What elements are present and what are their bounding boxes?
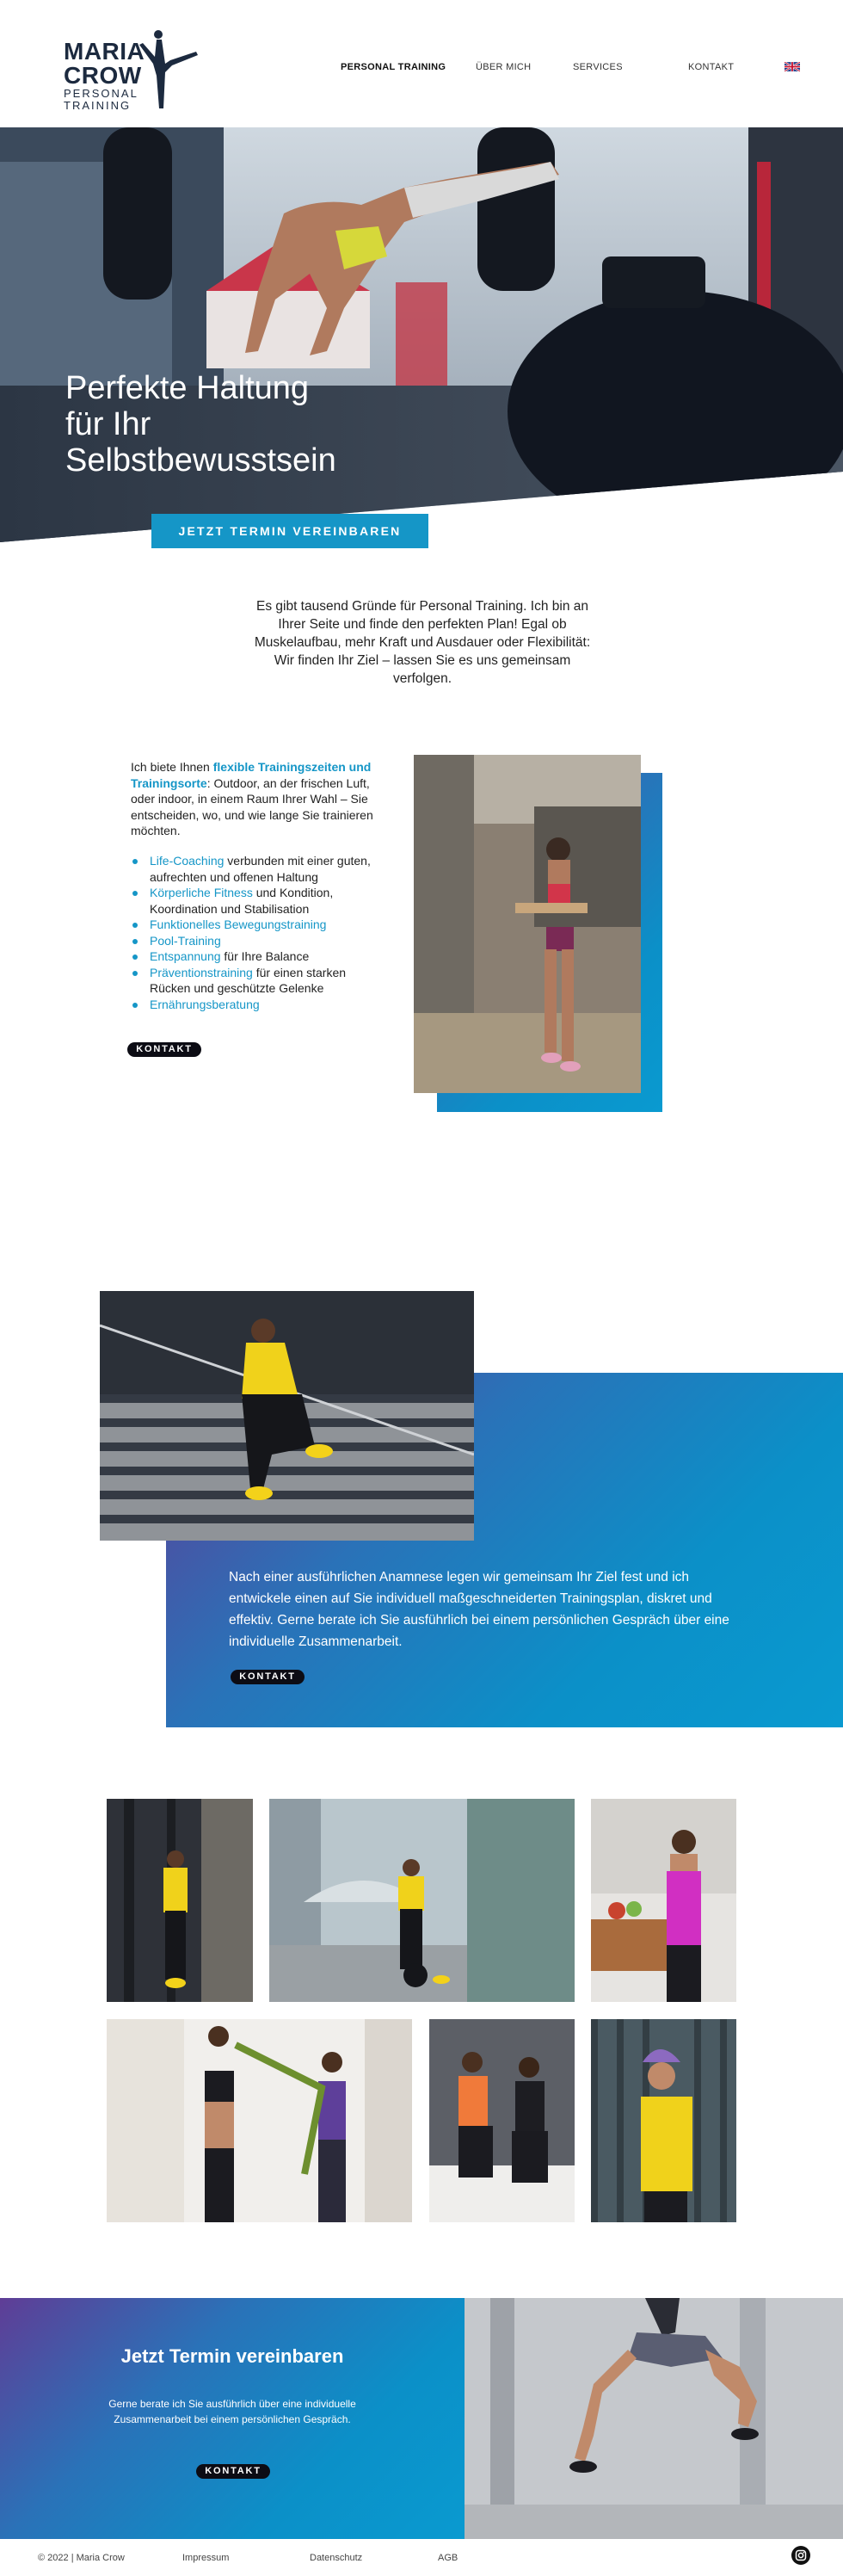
list-item bbox=[131, 933, 389, 949]
list-item-highlight: Körperliche Fitness bbox=[150, 886, 253, 899]
offer-lead-highlight: flexible Trainingszeiten und Trainingsorte bbox=[131, 760, 372, 790]
gallery-image[interactable] bbox=[429, 2019, 575, 2222]
list-item bbox=[131, 948, 389, 965]
stairs-photo bbox=[100, 1291, 474, 1541]
list-item bbox=[131, 917, 389, 933]
list-item-text: für Ihre Balance bbox=[220, 949, 310, 963]
copyright-text: © 2022 | Maria Crow bbox=[38, 2553, 125, 2563]
list-item-highlight: Funktionelles Bewegungstraining bbox=[150, 917, 327, 931]
logo-line-maria: MARIA bbox=[64, 38, 145, 65]
offer-lead bbox=[131, 759, 389, 839]
gallery-image[interactable] bbox=[591, 1799, 736, 2002]
approach-text: Nach einer ausführlichen Anamnese legen wir gemeinsam Ihr Ziel fest und ich entwickele einen auf Sie individuell maßgeschneiderten Trainingsplan, diskret und effektiv. Gerne berate ich Sie ausführlich bei einem persönlichen Gespräch über eine individuelle Zusammenarbeit. bbox=[229, 1570, 729, 1649]
list-item-highlight: Pool-Training bbox=[150, 933, 221, 948]
gallery-image[interactable] bbox=[269, 1799, 575, 2002]
approach-contact-button[interactable]: KONTAKT bbox=[231, 1670, 305, 1684]
list-item-text: verbunden mit einer guten, aufrechten und offenen Haltung bbox=[150, 854, 371, 884]
offer-photo bbox=[414, 755, 641, 1093]
book-appointment-button[interactable]: JETZT TERMIN VEREINBAREN bbox=[151, 514, 428, 548]
jumping-photo bbox=[465, 2298, 843, 2539]
list-item bbox=[131, 965, 389, 997]
hero-photo bbox=[0, 127, 843, 542]
gallery-image[interactable] bbox=[107, 2019, 412, 2222]
nav-services[interactable]: SERVICES bbox=[573, 62, 623, 72]
uk-flag-icon[interactable] bbox=[785, 62, 800, 71]
gallery-image[interactable] bbox=[591, 2019, 736, 2222]
list-item bbox=[131, 853, 389, 885]
nav-kontakt[interactable]: KONTAKT bbox=[688, 62, 735, 72]
main-nav bbox=[0, 62, 843, 79]
offer-contact-button[interactable]: KONTAKT bbox=[127, 1042, 201, 1057]
list-item-text: für einen starken Rücken und geschützte Gelenke bbox=[150, 965, 347, 995]
footer-link-impressum[interactable]: Impressum bbox=[182, 2553, 230, 2563]
list-item-text: und Kondition, Koordination und Stabilisation bbox=[150, 886, 334, 916]
nav-personal-training[interactable]: PERSONAL TRAINING bbox=[341, 62, 446, 72]
list-item-highlight: Präventionstraining bbox=[150, 965, 253, 979]
list-item-highlight: Life-Coaching bbox=[150, 854, 225, 868]
offer-lead-start: Ich biete Ihnen bbox=[131, 760, 213, 774]
cta-subtitle: Gerne berate ich Sie ausführlich über eine individuelle Zusammenarbeit bei einem persönlichen Gespräch. bbox=[108, 2398, 356, 2425]
intro-text: Es gibt tausend Gründe für Personal Training. Ich bin an Ihrer Seite und finde den perfekten Plan! Egal ob Muskelaufbau, mehr Kraft und Ausdauer oder Flexibilität: Wir finden Ihr Ziel – lassen Sie es uns gemeinsam verfolgen. bbox=[254, 599, 591, 686]
cta-contact-button[interactable]: KONTAKT bbox=[196, 2464, 270, 2479]
instagram-icon[interactable] bbox=[791, 2546, 810, 2565]
services-list bbox=[131, 853, 389, 1012]
hero-section bbox=[0, 127, 843, 542]
site-footer bbox=[0, 2539, 843, 2576]
list-item-highlight: Ernährungsberatung bbox=[150, 997, 260, 1011]
cta-title: Jetzt Termin vereinbaren bbox=[120, 2345, 344, 2367]
footer-link-datenschutz[interactable]: Datenschutz bbox=[310, 2553, 363, 2563]
site-header bbox=[0, 0, 843, 127]
footer-link-agb[interactable]: AGB bbox=[438, 2553, 458, 2563]
list-item-highlight: Entspannung bbox=[150, 949, 221, 963]
list-item bbox=[131, 885, 389, 917]
logo-line-crow: CROW bbox=[64, 62, 142, 89]
offer-lead-end: : Outdoor, an der frischen Luft, oder indoor, in einem Raum Ihrer Wahl – Sie entscheiden, wo, und wie lange Sie trainieren möchten. bbox=[131, 775, 373, 837]
logo-line-personal: PERSONAL bbox=[64, 87, 138, 100]
gallery-image[interactable] bbox=[107, 1799, 253, 2002]
logo-line-training: TRAINING bbox=[64, 99, 132, 112]
nav-ueber-mich[interactable]: ÜBER MICH bbox=[476, 62, 532, 72]
list-item bbox=[131, 997, 389, 1013]
hero-title: Perfekte Haltung für Ihr Selbstbewusstsein bbox=[65, 370, 336, 479]
